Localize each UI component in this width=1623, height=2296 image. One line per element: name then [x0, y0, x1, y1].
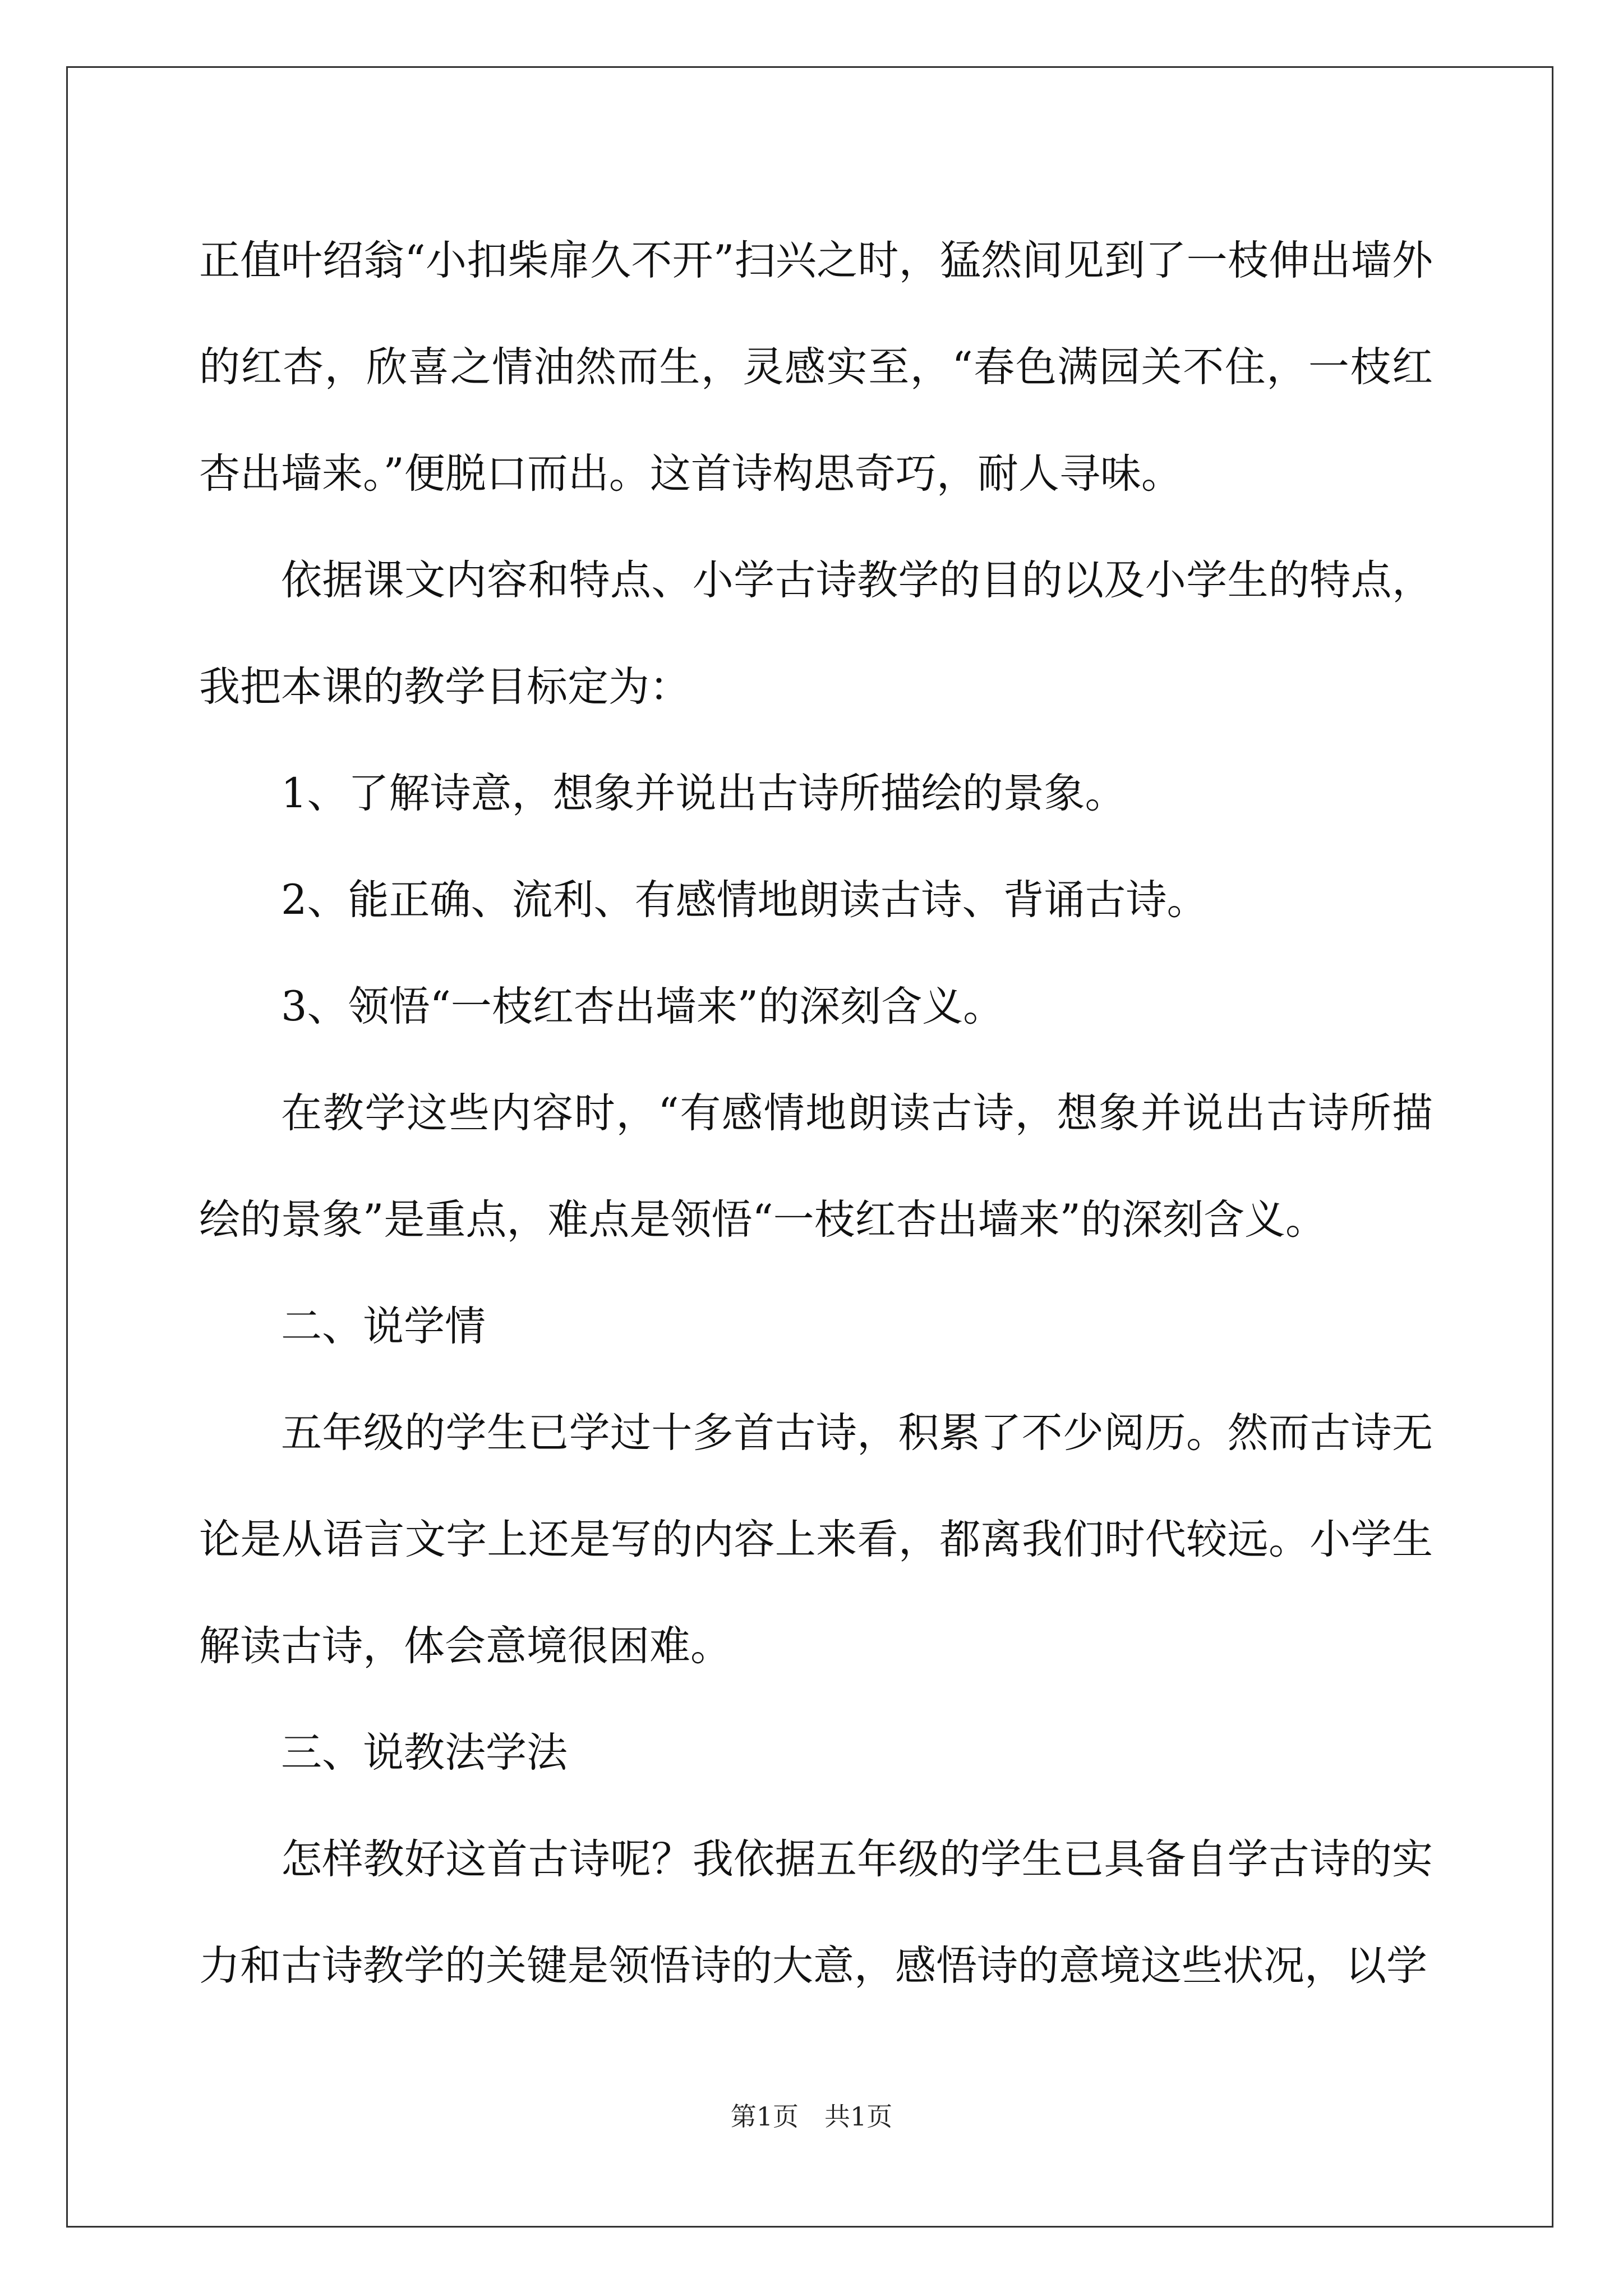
paragraph-objective-1: 1、了解诗意，想象并说出古诗所描绘的景象。 [281, 770, 1126, 817]
paragraph-objective-3: 3、领悟“一枝红杏出墙来”的深刻含义。 [281, 983, 1004, 1030]
paragraph-learning: 五年级的学生已学过十多首古诗，积累了不少阅历。然而古诗无论是从语言文字上还是写的内容上来看，都离我们时代较远。小学生解读古诗，体会意境很困难。 [199, 1409, 1433, 1670]
paragraph-intro: 正值叶绍翁“小扣柴扉久不开”扫兴之时，猛然间见到了一枝伸出墙外的红杏，欣喜之情油然而生，灵感实至，“春色满园关不住，一枝红杏出墙来。”便脱口而出。这首诗构思奇巧，耐人寻味。 [199, 237, 1433, 498]
section-heading-methods: 三、说教法学法 [281, 1729, 568, 1777]
paragraph-objectives-intro: 依据课文内容和特点、小学古诗教学的目的以及小学生的特点，我把本课的教学目标定为： [199, 556, 1433, 711]
paragraph-objective-2: 2、能正确、流利、有感情地朗读古诗、背诵古诗。 [281, 876, 1208, 924]
section-heading-learning: 二、说学情 [281, 1303, 486, 1350]
paragraph-key-points: 在教学这些内容时，“有感情地朗读古诗，想象并说出古诗所描绘的景象”是重点，难点是领悟“一枝红杏出墙来”的深刻含义。 [199, 1089, 1433, 1244]
page-footer: 第1页 共1页 [730, 2101, 893, 2132]
document-body [199, 208, 1433, 2019]
paragraph-methods: 怎样教好这首古诗呢？我依据五年级的学生已具备自学古诗的实力和古诗教学的关键是领悟诗的大意，感悟诗的意境这些状况，以学 [199, 1835, 1433, 1990]
